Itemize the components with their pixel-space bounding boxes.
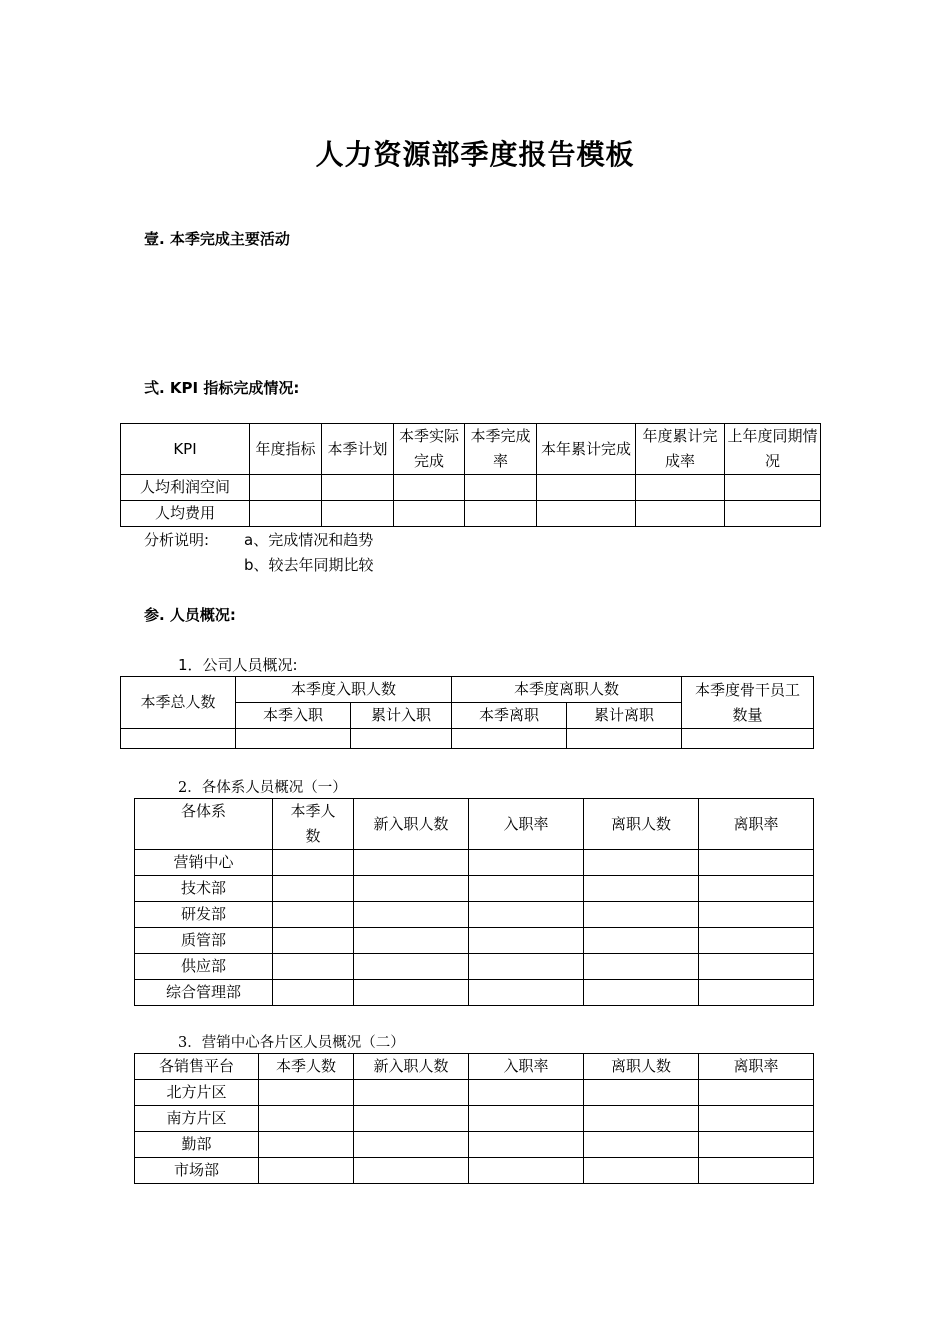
header-leave-cumulative: 累计离职 [567, 703, 682, 729]
kpi-header-cell: 上年度同期情况 [725, 424, 821, 475]
table-row [121, 729, 814, 749]
table-row [135, 1158, 814, 1184]
dept-row-label: 研发部 [135, 902, 273, 928]
kpi-header-cell: 本季实际完成 [394, 424, 465, 475]
analysis-item: b、较去年同期比较 [244, 556, 374, 574]
analysis-item: a、完成情况和趋势 [244, 531, 374, 549]
table-row [135, 876, 814, 902]
table-row [135, 850, 814, 876]
region-row-label: 南方片区 [135, 1106, 259, 1132]
header-hire-quarter: 本季入职 [236, 703, 351, 729]
header-hire-cumulative: 累计入职 [351, 703, 452, 729]
header-leave-group: 本季度离职人数 [452, 677, 682, 703]
analysis-label: 分析说明: [144, 531, 210, 549]
kpi-header-cell: 年度指标 [250, 424, 322, 475]
dept-header-cell: 本季人数 [273, 799, 354, 850]
dept-row-label: 营销中心 [135, 850, 273, 876]
dept-header-cell: 新入职人数 [354, 799, 469, 850]
header-core-staff: 本季度骨干员工数量 [682, 677, 814, 729]
kpi-row-label: 人均利润空间 [121, 475, 250, 501]
table-row [135, 1054, 814, 1080]
region-row-label: 市场部 [135, 1158, 259, 1184]
dept-row-label: 综合管理部 [135, 980, 273, 1006]
table-row [135, 928, 814, 954]
dept-header-cell: 离职率 [699, 799, 814, 850]
dept-row-label: 供应部 [135, 954, 273, 980]
subsection-2-title: 2．各体系人员概况（一） [178, 780, 347, 796]
dept-row-label: 技术部 [135, 876, 273, 902]
company-staff-table [120, 676, 814, 749]
header-leave-quarter: 本季离职 [452, 703, 567, 729]
section-2-heading: 弍. KPI 指标完成情况: [144, 379, 300, 397]
table-row [135, 1106, 814, 1132]
table-row [135, 954, 814, 980]
kpi-header-cell: 本季计划 [322, 424, 394, 475]
region-header-cell: 离职人数 [584, 1054, 699, 1080]
section-3-heading: 参. 人员概况: [144, 606, 236, 624]
region-header-cell: 入职率 [469, 1054, 584, 1080]
table-row [121, 501, 821, 527]
subsection-3-title: 3．营销中心各片区人员概况（二） [178, 1035, 405, 1051]
table-row [135, 980, 814, 1006]
table-row [135, 1080, 814, 1106]
kpi-header-row [121, 424, 821, 475]
kpi-header-cell: 年度累计完成率 [636, 424, 725, 475]
table-row [135, 1132, 814, 1158]
table-row [135, 902, 814, 928]
table-row [121, 677, 814, 703]
region-header-cell: 各销售平台 [135, 1054, 259, 1080]
table-row [135, 799, 814, 850]
region-header-cell: 新入职人数 [354, 1054, 469, 1080]
region-header-cell: 离职率 [699, 1054, 814, 1080]
dept-header-cell: 离职人数 [584, 799, 699, 850]
kpi-header-cell: KPI [121, 424, 250, 475]
sales-region-table [134, 1053, 814, 1184]
subsection-1-title: 1．公司人员概况: [178, 656, 298, 674]
dept-header-cell: 各体系 [135, 799, 273, 850]
section-1-heading: 壹. 本季完成主要活动 [144, 230, 290, 248]
region-row-label: 勤部 [135, 1132, 259, 1158]
table-row [121, 475, 821, 501]
kpi-row-label: 人均费用 [121, 501, 250, 527]
dept-header-cell: 入职率 [469, 799, 584, 850]
header-hire-group: 本季度入职人数 [236, 677, 452, 703]
kpi-table [120, 423, 821, 527]
region-header-cell: 本季人数 [259, 1054, 354, 1080]
kpi-header-cell: 本季完成率 [465, 424, 537, 475]
dept-row-label: 质管部 [135, 928, 273, 954]
document-title: 人力资源部季度报告模板 [315, 138, 635, 171]
department-staff-table [134, 798, 814, 1006]
kpi-header-cell: 本年累计完成 [537, 424, 636, 475]
region-row-label: 北方片区 [135, 1080, 259, 1106]
header-total: 本季总人数 [121, 677, 236, 729]
